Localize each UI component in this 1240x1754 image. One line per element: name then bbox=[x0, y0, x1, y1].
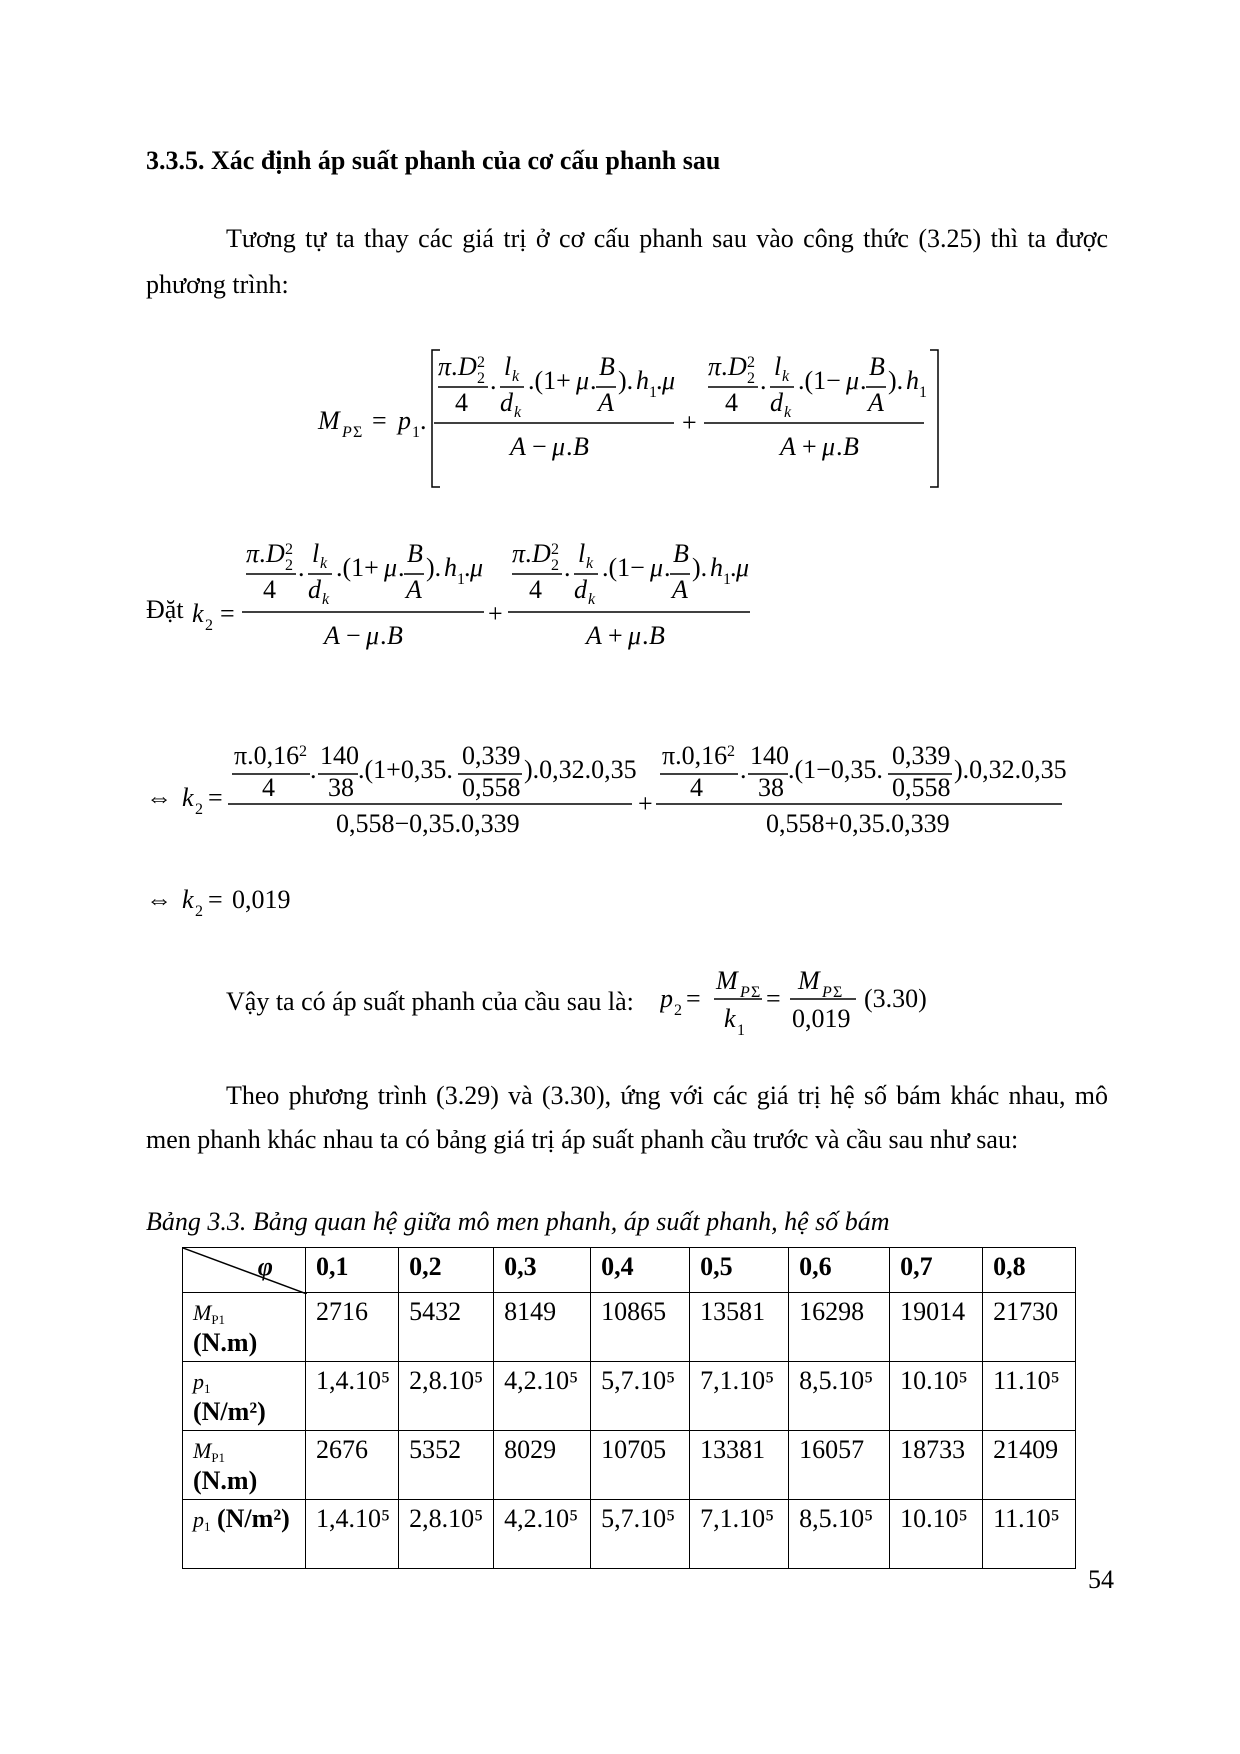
svg-text:k: k bbox=[784, 404, 792, 421]
table-cell: 8149 bbox=[494, 1293, 591, 1362]
svg-text:k: k bbox=[588, 591, 596, 608]
svg-text:).0,32.0,35: ).0,32.0,35 bbox=[524, 755, 637, 784]
phi-header-cell: 0,7 bbox=[890, 1248, 983, 1293]
svg-text:.: . bbox=[259, 539, 266, 568]
svg-text:2: 2 bbox=[195, 801, 203, 818]
table-cell: 16057 bbox=[789, 1431, 890, 1500]
svg-text:.: . bbox=[451, 352, 458, 381]
svg-text:+: + bbox=[638, 789, 653, 818]
svg-text:μ: μ bbox=[650, 553, 664, 582]
svg-text:.: . bbox=[664, 553, 671, 582]
table-cell: 11.10⁵ bbox=[983, 1362, 1076, 1431]
svg-text:.(1+0,35.: .(1+0,35. bbox=[358, 755, 453, 784]
table-cell: 16298 bbox=[789, 1293, 890, 1362]
svg-text:.: . bbox=[566, 432, 573, 461]
svg-text:l: l bbox=[312, 539, 320, 568]
svg-text:A: A bbox=[586, 621, 602, 650]
svg-text:0,558−0,35.0,339: 0,558−0,35.0,339 bbox=[336, 809, 520, 838]
phi-header-cell: 0,4 bbox=[591, 1248, 690, 1293]
intro-paragraph bbox=[146, 220, 1108, 304]
svg-text:A: A bbox=[406, 575, 422, 604]
svg-text:k: k bbox=[182, 885, 194, 914]
svg-text:1: 1 bbox=[919, 384, 927, 401]
intro-line-2: phương trình: bbox=[146, 270, 289, 299]
svg-text:.: . bbox=[860, 366, 867, 395]
svg-text:D: D bbox=[532, 539, 551, 568]
svg-text:π.0,16: π.0,16 bbox=[234, 741, 300, 770]
table-row bbox=[183, 1500, 1076, 1569]
table-cell: 10705 bbox=[591, 1431, 690, 1500]
svg-text:2: 2 bbox=[205, 617, 213, 634]
svg-text:4: 4 bbox=[455, 388, 468, 417]
svg-text:4: 4 bbox=[690, 773, 703, 802]
svg-text:k: k bbox=[586, 555, 594, 572]
table-cell: 1,4.10⁵ bbox=[306, 1362, 399, 1431]
p2-denominator: 0,019 bbox=[792, 1004, 851, 1033]
svg-text:4: 4 bbox=[725, 388, 738, 417]
svg-text:M: M bbox=[798, 966, 820, 995]
table-cell: 13581 bbox=[690, 1293, 789, 1362]
svg-text:2: 2 bbox=[477, 354, 485, 371]
svg-text:4: 4 bbox=[262, 773, 275, 802]
table-cell: 8,5.10⁵ bbox=[789, 1500, 890, 1569]
table-cell: 1,4.10⁵ bbox=[306, 1500, 399, 1569]
row-unit: (N/m²) bbox=[217, 1504, 290, 1533]
equiv-symbol: ⇔ bbox=[146, 885, 172, 914]
svg-text:P: P bbox=[740, 984, 750, 1001]
svg-text:k: k bbox=[782, 368, 790, 385]
svg-text:2: 2 bbox=[299, 743, 307, 760]
svg-text:B: B bbox=[407, 539, 423, 568]
table-cell: 10.10⁵ bbox=[890, 1500, 983, 1569]
row-subscript: P1 bbox=[211, 1450, 226, 1465]
row-symbol: M bbox=[193, 1300, 212, 1325]
svg-text:2: 2 bbox=[727, 743, 735, 760]
row-label-cell bbox=[183, 1362, 306, 1431]
svg-text:π: π bbox=[708, 352, 722, 381]
svg-text:A: A bbox=[868, 388, 884, 417]
svg-text:A: A bbox=[324, 621, 340, 650]
svg-text:D: D bbox=[458, 352, 477, 381]
svg-text:.(1+: .(1+ bbox=[528, 366, 571, 395]
k2-value: 0,019 bbox=[232, 885, 291, 914]
svg-text:0,558: 0,558 bbox=[892, 773, 951, 802]
svg-text:k: k bbox=[514, 404, 522, 421]
svg-text:h: h bbox=[906, 366, 919, 395]
svg-text:2: 2 bbox=[551, 541, 559, 558]
svg-text:0,339: 0,339 bbox=[462, 741, 521, 770]
svg-text:=: = bbox=[372, 406, 387, 435]
svg-text:=: = bbox=[686, 984, 701, 1013]
svg-text:k: k bbox=[182, 783, 194, 812]
svg-text:.: . bbox=[464, 553, 471, 582]
svg-text:.(1−0,35.: .(1−0,35. bbox=[788, 755, 883, 784]
svg-text:).: ). bbox=[692, 553, 708, 582]
svg-text:Σ: Σ bbox=[353, 424, 363, 441]
svg-text:.: . bbox=[420, 406, 427, 435]
table-cell: 13381 bbox=[690, 1431, 789, 1500]
row-subscript: 1 bbox=[204, 1519, 211, 1534]
table-intro-paragraph bbox=[146, 1077, 1108, 1159]
svg-text:D: D bbox=[266, 539, 285, 568]
formula-k2-result bbox=[146, 880, 346, 920]
svg-text:D: D bbox=[728, 352, 747, 381]
formula-k2-definition bbox=[192, 532, 752, 662]
svg-text:.: . bbox=[656, 366, 663, 395]
table-cell: 2716 bbox=[306, 1293, 399, 1362]
svg-text:38: 38 bbox=[758, 773, 784, 802]
phi-header-cell: 0,2 bbox=[399, 1248, 494, 1293]
svg-text:.: . bbox=[642, 621, 649, 650]
row-unit: (N.m) bbox=[193, 1328, 258, 1357]
svg-text:).: ). bbox=[888, 366, 904, 395]
svg-text:=: = bbox=[208, 783, 223, 812]
svg-text:.(1+: .(1+ bbox=[336, 553, 379, 582]
svg-text:1: 1 bbox=[723, 571, 731, 588]
svg-text:.(1−: .(1− bbox=[602, 553, 645, 582]
row-unit: (N/m²) bbox=[193, 1397, 266, 1426]
svg-text:2: 2 bbox=[747, 370, 755, 387]
svg-text:d: d bbox=[770, 388, 783, 417]
svg-text:π: π bbox=[246, 539, 260, 568]
svg-text:.: . bbox=[730, 553, 737, 582]
svg-text:k: k bbox=[512, 368, 520, 385]
svg-text:2: 2 bbox=[195, 903, 203, 920]
svg-text:μ: μ bbox=[736, 553, 750, 582]
table-cell: 2676 bbox=[306, 1431, 399, 1500]
svg-text:⇔: ⇔ bbox=[146, 783, 172, 812]
svg-text:μ: μ bbox=[846, 366, 860, 395]
data-table bbox=[182, 1247, 1076, 1569]
svg-text:Σ: Σ bbox=[833, 984, 843, 1001]
svg-text:2: 2 bbox=[477, 370, 485, 387]
svg-text:d: d bbox=[308, 575, 321, 604]
table-row bbox=[183, 1362, 1076, 1431]
svg-text:d: d bbox=[500, 388, 513, 417]
svg-text:0,558+0,35.0,339: 0,558+0,35.0,339 bbox=[766, 809, 950, 838]
table-cell: 7,1.10⁵ bbox=[690, 1500, 789, 1569]
row-subscript: 1 bbox=[204, 1381, 211, 1396]
svg-text:4: 4 bbox=[529, 575, 542, 604]
svg-text:k: k bbox=[192, 599, 204, 628]
svg-text:1: 1 bbox=[412, 424, 420, 441]
table-caption: Bảng 3.3. Bảng quan hệ giữa mô men phanh, áp suất phanh, hệ số bám bbox=[146, 1207, 890, 1236]
svg-text:μ: μ bbox=[822, 432, 836, 461]
svg-text:k: k bbox=[322, 591, 330, 608]
phi-header-cell: 0,3 bbox=[494, 1248, 591, 1293]
svg-text:k: k bbox=[320, 555, 328, 572]
svg-text:+: + bbox=[488, 599, 503, 628]
svg-text:μ: μ bbox=[552, 432, 566, 461]
svg-text:.: . bbox=[836, 432, 843, 461]
row-symbol: M bbox=[193, 1438, 212, 1463]
svg-text:=: = bbox=[766, 984, 781, 1013]
table-intro-line-2: men phanh khác nhau ta có bảng giá trị áp suất phanh cầu trước và cầu sau như sau: bbox=[146, 1125, 1019, 1154]
svg-text:).: ). bbox=[426, 553, 442, 582]
table-cell: 5352 bbox=[399, 1431, 494, 1500]
page-number: 54 bbox=[1088, 1565, 1114, 1594]
svg-text:l: l bbox=[578, 539, 586, 568]
svg-text:π: π bbox=[438, 352, 452, 381]
svg-text:μ: μ bbox=[470, 553, 484, 582]
row-label-cell bbox=[183, 1500, 306, 1569]
svg-text:A: A bbox=[780, 432, 796, 461]
svg-text:P: P bbox=[822, 984, 832, 1001]
table-cell: 4,2.10⁵ bbox=[494, 1362, 591, 1431]
intro-line-1: Tương tự ta thay các giá trị ở cơ cấu phanh sau vào công thức (3.25) thì ta được bbox=[226, 224, 1108, 253]
svg-text:.: . bbox=[310, 755, 317, 784]
svg-text:M: M bbox=[318, 406, 340, 435]
svg-text:2: 2 bbox=[747, 354, 755, 371]
svg-text:140: 140 bbox=[320, 741, 359, 770]
table-cell: 8,5.10⁵ bbox=[789, 1362, 890, 1431]
svg-text:μ: μ bbox=[628, 621, 642, 650]
equation-number: (3.30) bbox=[864, 984, 927, 1013]
table-cell: 2,8.10⁵ bbox=[399, 1362, 494, 1431]
table-row bbox=[183, 1293, 1076, 1362]
svg-text:.: . bbox=[564, 553, 571, 582]
table-row bbox=[183, 1431, 1076, 1500]
row-symbol: p bbox=[193, 1369, 204, 1394]
svg-text:B: B bbox=[649, 621, 665, 650]
table-cell: 8029 bbox=[494, 1431, 591, 1500]
formula-p2 bbox=[660, 965, 940, 1045]
svg-text:.: . bbox=[590, 366, 597, 395]
svg-text:A: A bbox=[672, 575, 688, 604]
svg-text:B: B bbox=[673, 539, 689, 568]
svg-text:l: l bbox=[774, 352, 782, 381]
svg-text:μ: μ bbox=[384, 553, 398, 582]
table-cell: 11.10⁵ bbox=[983, 1500, 1076, 1569]
table-cell: 21409 bbox=[983, 1431, 1076, 1500]
svg-text:h: h bbox=[710, 553, 723, 582]
svg-text:μ: μ bbox=[576, 366, 590, 395]
svg-text:π.0,16: π.0,16 bbox=[662, 741, 728, 770]
svg-text:1: 1 bbox=[457, 571, 465, 588]
phi-header-cell: 0,6 bbox=[789, 1248, 890, 1293]
row-subscript: P1 bbox=[211, 1312, 226, 1327]
svg-text:h: h bbox=[636, 366, 649, 395]
svg-text:.(1−: .(1− bbox=[798, 366, 841, 395]
svg-text:p: p bbox=[660, 984, 673, 1013]
svg-text:B: B bbox=[599, 352, 615, 381]
svg-text:2: 2 bbox=[674, 1002, 682, 1019]
svg-text:.: . bbox=[740, 755, 747, 784]
svg-text:0,558: 0,558 bbox=[462, 773, 521, 802]
row-symbol: p bbox=[193, 1507, 204, 1532]
svg-text:+: + bbox=[802, 432, 817, 461]
svg-text:=: = bbox=[220, 599, 235, 628]
svg-text:Σ: Σ bbox=[751, 984, 761, 1001]
section-heading: 3.3.5. Xác định áp suất phanh của cơ cấu phanh sau bbox=[146, 146, 721, 175]
table-cell: 5432 bbox=[399, 1293, 494, 1362]
svg-text:B: B bbox=[387, 621, 403, 650]
row-label-cell bbox=[183, 1431, 306, 1500]
svg-text:h: h bbox=[444, 553, 457, 582]
svg-text:.: . bbox=[298, 553, 305, 582]
conclusion-text: Vậy ta có áp suất phanh của cầu sau là: bbox=[226, 987, 634, 1016]
svg-text:.: . bbox=[398, 553, 405, 582]
table-cell: 19014 bbox=[890, 1293, 983, 1362]
svg-text:−: − bbox=[532, 432, 547, 461]
diagonal-line bbox=[183, 1248, 307, 1294]
svg-text:p: p bbox=[398, 406, 411, 435]
svg-text:+: + bbox=[608, 621, 623, 650]
svg-text:.: . bbox=[721, 352, 728, 381]
phi-header-cell: 0,8 bbox=[983, 1248, 1076, 1293]
svg-text:d: d bbox=[574, 575, 587, 604]
formula-moment-total bbox=[310, 345, 950, 495]
table-cell: 2,8.10⁵ bbox=[399, 1500, 494, 1569]
svg-text:−: − bbox=[346, 621, 361, 650]
svg-text:l: l bbox=[504, 352, 512, 381]
svg-text:A: A bbox=[598, 388, 614, 417]
phi-header-cell: 0,1 bbox=[306, 1248, 399, 1293]
phi-header-cell: 0,5 bbox=[690, 1248, 789, 1293]
svg-text:=: = bbox=[208, 885, 223, 914]
table-cell: 5,7.10⁵ bbox=[591, 1500, 690, 1569]
svg-text:+: + bbox=[682, 408, 697, 437]
svg-text:μ: μ bbox=[662, 366, 676, 395]
svg-text:P: P bbox=[342, 424, 352, 441]
svg-text:B: B bbox=[869, 352, 885, 381]
svg-text:B: B bbox=[573, 432, 589, 461]
svg-text:0,339: 0,339 bbox=[892, 741, 951, 770]
table-cell: 18733 bbox=[890, 1431, 983, 1500]
svg-text:1: 1 bbox=[649, 384, 657, 401]
svg-text:A: A bbox=[510, 432, 526, 461]
svg-text:.: . bbox=[490, 366, 497, 395]
table-intro-line-1: Theo phương trình (3.29) và (3.30), ứng với các giá trị hệ số bám khác nhau, mô bbox=[226, 1081, 1108, 1110]
svg-text:38: 38 bbox=[328, 773, 354, 802]
svg-text:2: 2 bbox=[285, 541, 293, 558]
formula-k2-numeric bbox=[146, 740, 1076, 840]
table-cell: 21730 bbox=[983, 1293, 1076, 1362]
row-label-cell bbox=[183, 1293, 306, 1362]
svg-text:2: 2 bbox=[551, 557, 559, 574]
svg-text:μ: μ bbox=[366, 621, 380, 650]
svg-text:2: 2 bbox=[285, 557, 293, 574]
table-cell: 5,7.10⁵ bbox=[591, 1362, 690, 1431]
svg-text:B: B bbox=[843, 432, 859, 461]
row-unit: (N.m) bbox=[193, 1466, 258, 1495]
table-cell: 10865 bbox=[591, 1293, 690, 1362]
table-cell: 10.10⁵ bbox=[890, 1362, 983, 1431]
corner-cell bbox=[183, 1248, 306, 1293]
svg-text:140: 140 bbox=[750, 741, 789, 770]
dat-label: Đặt bbox=[146, 595, 184, 624]
svg-text:).: ). bbox=[618, 366, 634, 395]
phi-symbol: φ bbox=[257, 1252, 273, 1281]
svg-text:).0,32.0,35: ).0,32.0,35 bbox=[954, 755, 1067, 784]
table-cell: 7,1.10⁵ bbox=[690, 1362, 789, 1431]
svg-text:.: . bbox=[525, 539, 532, 568]
svg-text:4: 4 bbox=[263, 575, 276, 604]
svg-text:1: 1 bbox=[737, 1022, 745, 1039]
svg-text:.: . bbox=[380, 621, 387, 650]
table-header-row bbox=[183, 1248, 1076, 1293]
svg-text:M: M bbox=[716, 966, 738, 995]
svg-text:k: k bbox=[724, 1004, 736, 1033]
table-cell: 4,2.10⁵ bbox=[494, 1500, 591, 1569]
svg-text:.: . bbox=[760, 366, 767, 395]
svg-text:π: π bbox=[512, 539, 526, 568]
